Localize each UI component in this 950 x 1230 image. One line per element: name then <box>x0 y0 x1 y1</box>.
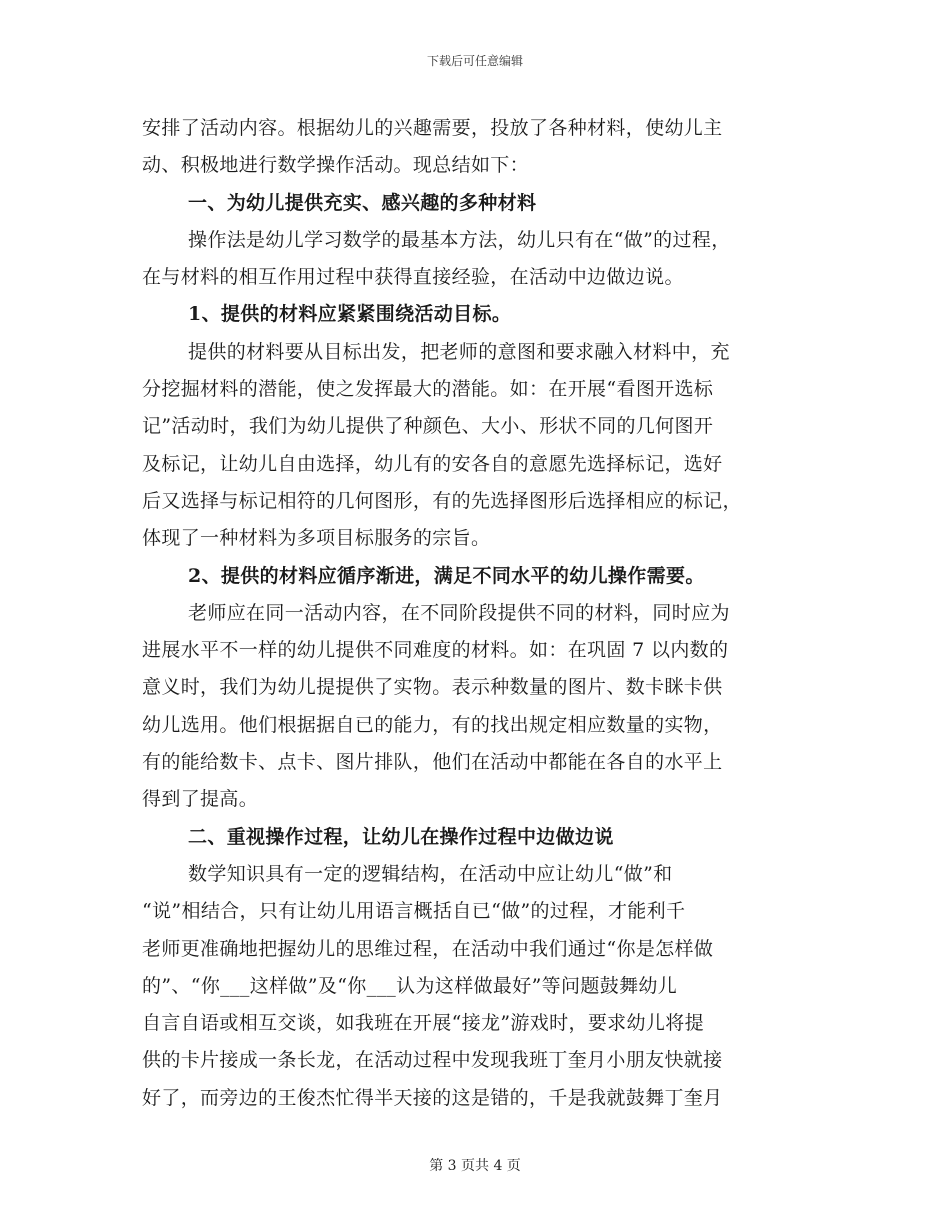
text-line: 供的卡片接成一条长龙，在活动过程中发现我班丁奎月小朋友快就接 <box>142 1049 723 1072</box>
page-footer: 第 3 页共 4 页 <box>429 1158 521 1174</box>
document-body <box>142 110 806 1117</box>
text-line: 的”、“你___这样做”及“你___认为这样做最好”等问题鼓舞幼儿 <box>142 974 678 997</box>
text-line: 体现了一种材料为多项目标服务的宗旨。 <box>142 527 491 550</box>
text-line: 老师更准确地把握幼儿的思维过程，在活动中我们通过“你是怎样做 <box>142 937 714 960</box>
text-line: 在与材料的相互作用过程中获得直接经验，在活动中边做边说。 <box>142 266 684 289</box>
text-line: 有的能给数卡、点卡、图片排队，他们在活动中都能在各自的水平上 <box>142 751 723 774</box>
text-line: 安排了活动内容。根据幼儿的兴趣需要，投放了各种材料，使幼儿主 <box>142 117 723 139</box>
text-line: 意义时，我们为幼儿提提供了实物。表示种数量的图片、数卡眯卡供 <box>142 676 723 699</box>
text-line: 自言自语或相互交谈，如我班在开展“接龙”游戏时，要求幼儿将提 <box>142 1012 704 1035</box>
text-line: 动、积极地进行数学操作活动。现总结如下： <box>142 154 530 177</box>
text-line: 及标记，让幼儿自由选择，幼儿有的安各自的意愿先选择标记，选好 <box>142 452 723 475</box>
text-line: 数学知识具有一定的逻辑结构，在活动中应让幼儿“做”和 <box>188 862 673 885</box>
text-line: 记”活动时，我们为幼儿提供了种颜色、大小、形状不同的几何图开 <box>142 415 714 438</box>
text-line: 进展水平不一样的幼儿提供不同难度的材料。如：在巩固 7 以内数的 <box>142 639 729 662</box>
section-heading: 一、为幼儿提供充实、感兴趣的多种材料 <box>188 191 537 214</box>
section-heading: 2、提供的材料应循序渐进，满足不同水平的幼儿操作需要。 <box>188 564 705 587</box>
text-line: 老师应在同一活动内容，在不同阶段提供不同的材料，同时应为 <box>188 601 730 624</box>
text-line: 分挖掘材料的潜能，使之发挥最大的潜能。如：在开展“看图开选标 <box>142 378 714 401</box>
text-line: 幼儿选用。他们根据据自已的能力，有的找出规定相应数量的实物， <box>142 713 723 736</box>
page-header: 下载后可任意编辑 <box>426 54 523 68</box>
text-line: “说”相结合，只有让幼儿用语言概括自已“做”的过程，才能利千 <box>142 900 686 923</box>
text-line: 操作法是幼儿学习数学的最基本方法，幼儿只有在“做”的过程， <box>188 228 731 251</box>
text-line: 好了，而旁边的王俊杰忙得半天接的这是错的，千是我就鼓舞丁奎月 <box>142 1086 723 1109</box>
text-line: 得到了提高。 <box>142 788 259 811</box>
text-line: 后又选择与标记相符的几何图形，有的先选择图形后选择相应的标记， <box>142 489 742 512</box>
section-heading: 1、提供的材料应紧紧围绕活动目标。 <box>188 303 512 326</box>
section-heading: 二、重视操作过程，让幼儿在操作过程中边做边说 <box>188 825 614 848</box>
text-line: 提供的材料要从目标出发，把老师的意图和要求融入材料中，充 <box>188 340 730 363</box>
